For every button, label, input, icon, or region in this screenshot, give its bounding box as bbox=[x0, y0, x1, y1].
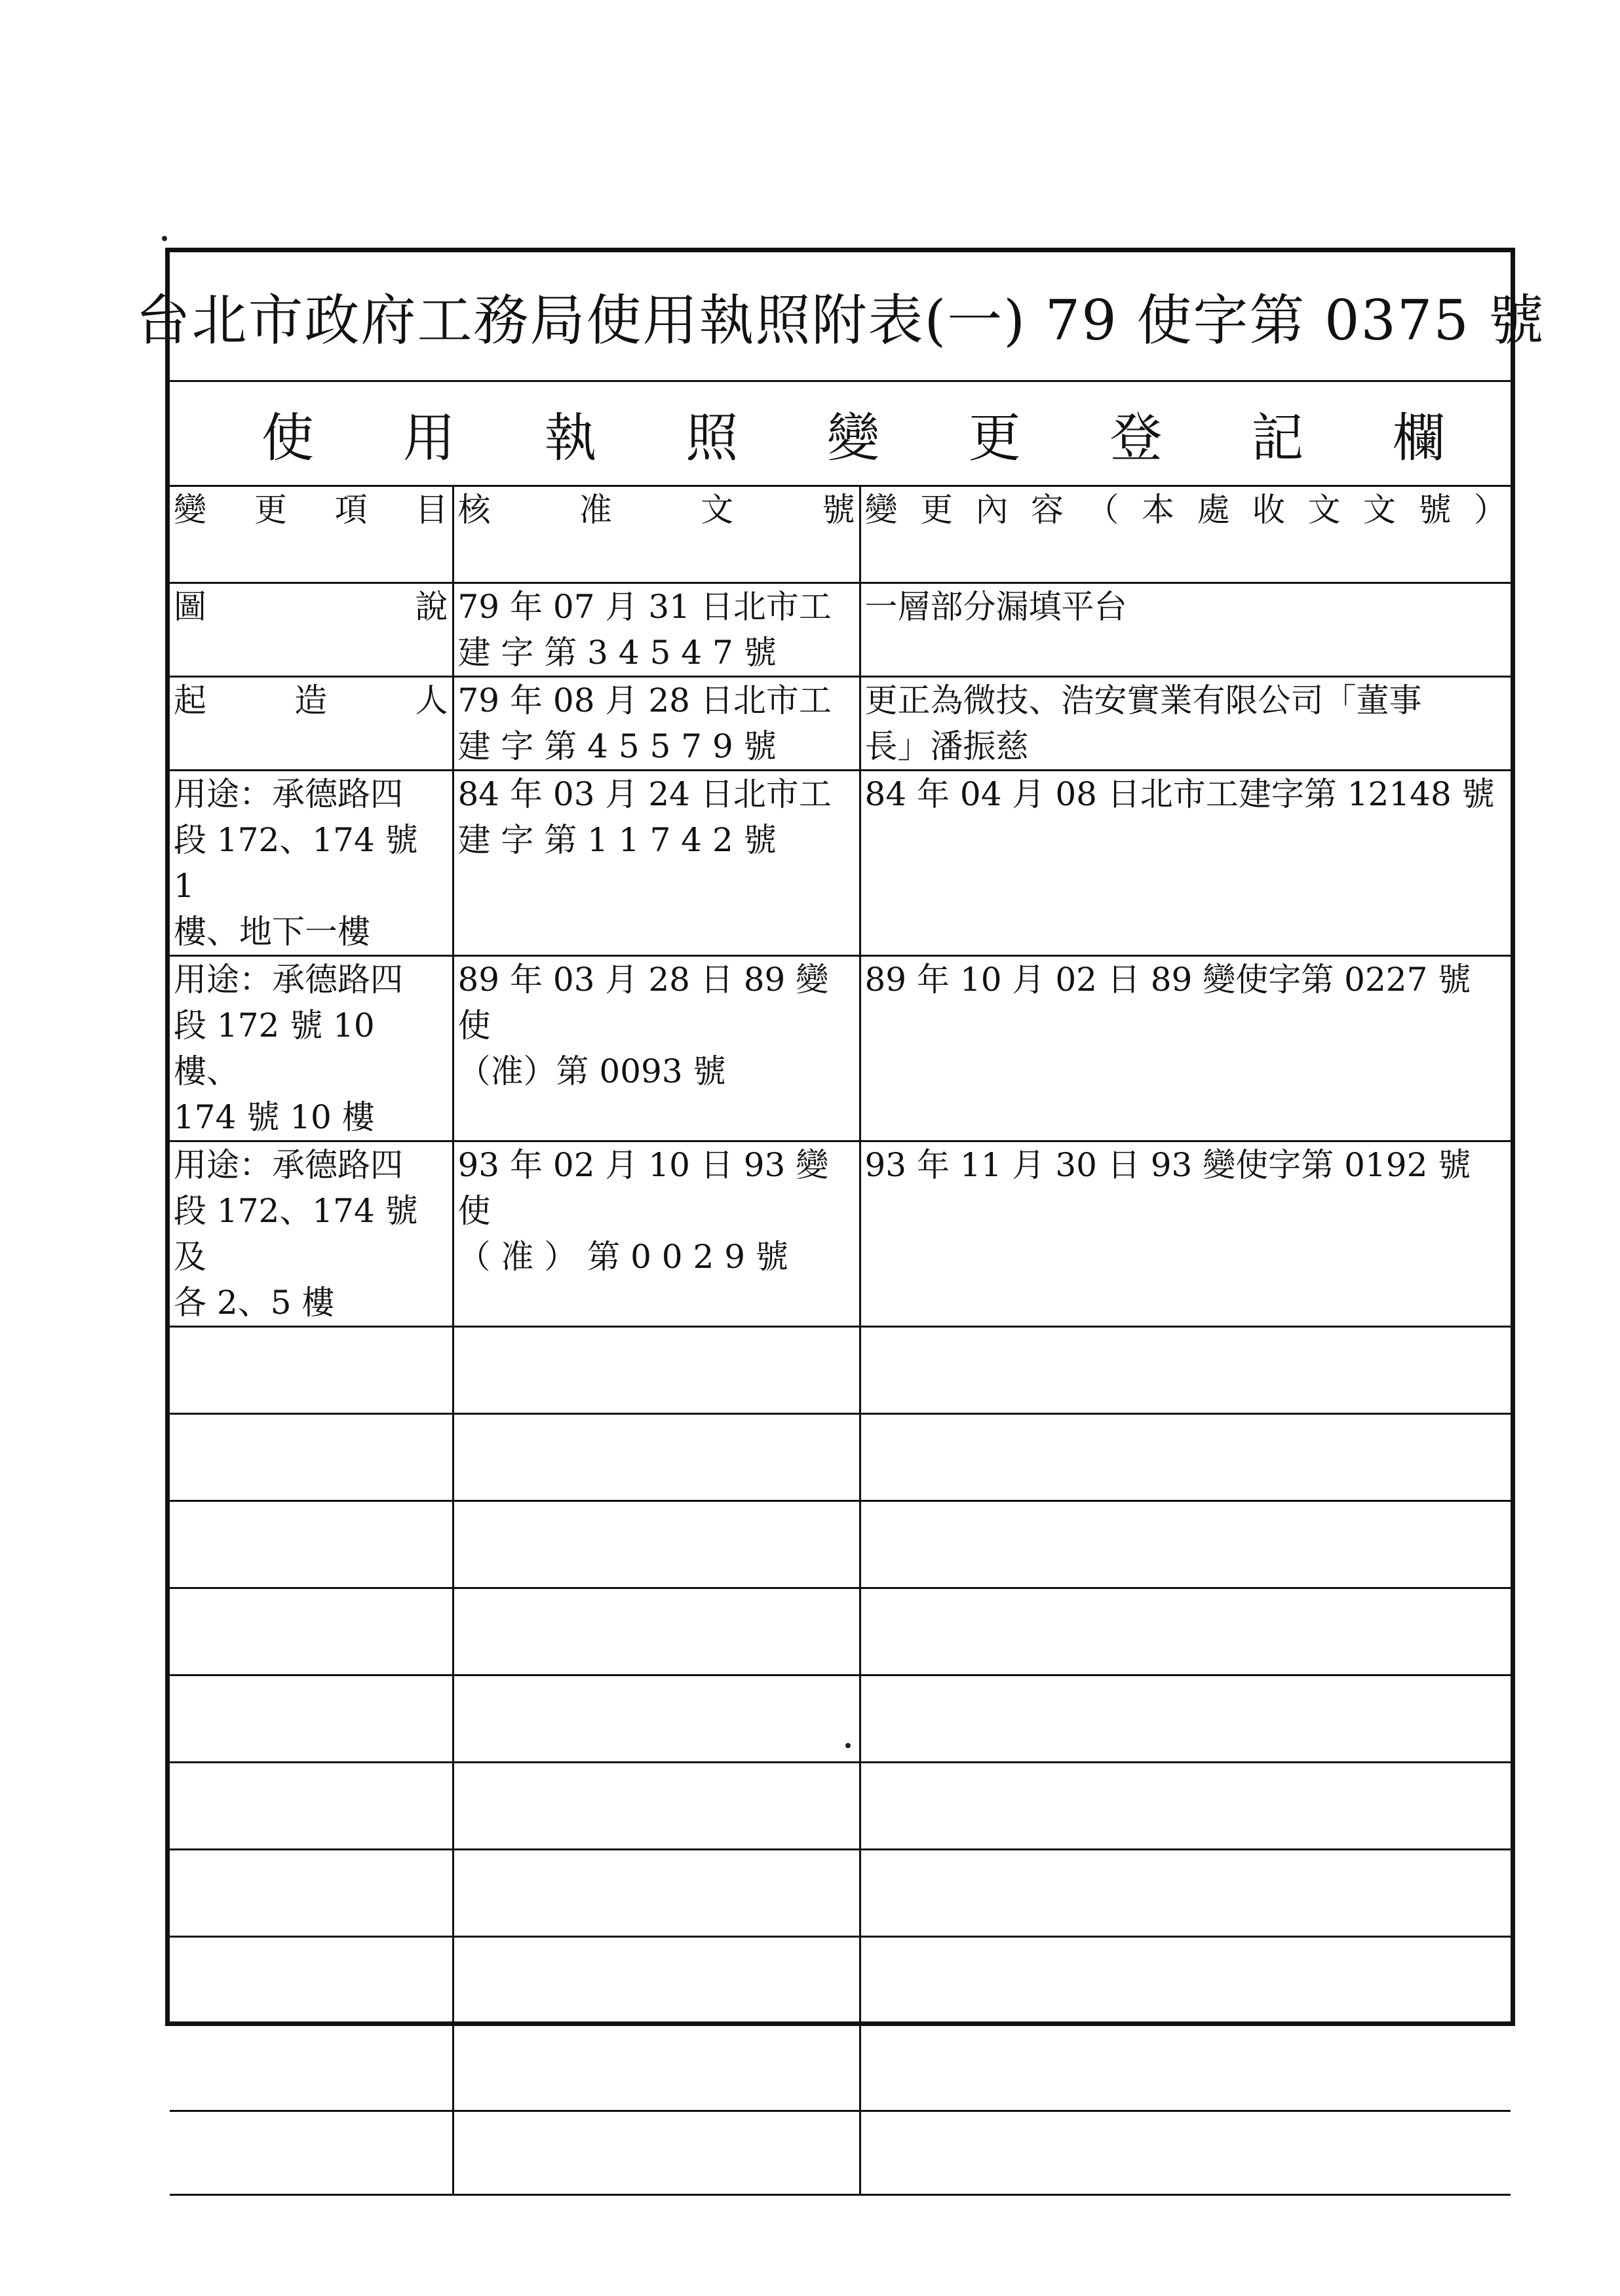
empty-cell bbox=[170, 1413, 453, 1501]
empty-row bbox=[170, 1413, 1511, 1501]
empty-row bbox=[170, 1588, 1511, 1675]
table-row bbox=[170, 1141, 1511, 1326]
empty-cell bbox=[453, 1501, 860, 1588]
empty-row bbox=[170, 2023, 1511, 2111]
row-approval-no: 84 年 03 月 24 日北市工 建 字 第 1 1 7 4 2 號 bbox=[453, 770, 860, 955]
subtitle-char: 欄 bbox=[1393, 408, 1445, 469]
table-row bbox=[170, 676, 1511, 770]
empty-cell bbox=[860, 1501, 1511, 1588]
row-approval-no: 79 年 07 月 31 日北市工 建 字 第 3 4 5 4 7 號 bbox=[453, 583, 860, 676]
empty-row bbox=[170, 1936, 1511, 2023]
header-content: 變更內容（本處收文文號） bbox=[860, 487, 1511, 583]
empty-row bbox=[170, 1501, 1511, 1588]
subtitle-char: 照 bbox=[685, 408, 739, 469]
form-subtitle-row bbox=[170, 382, 1511, 487]
row-content: 84 年 04 月 08 日北市工建字第 12148 號 bbox=[860, 770, 1511, 955]
empty-cell bbox=[170, 2111, 453, 2194]
header-approval-no: 核准文號 bbox=[453, 487, 860, 583]
row-content: 一層部分漏填平台 bbox=[860, 583, 1511, 676]
empty-cell bbox=[170, 1501, 453, 1588]
row-item: 用途：承德路四 段 172、174 號 1 樓、地下一樓 bbox=[170, 770, 453, 955]
empty-cell bbox=[170, 1849, 453, 1936]
row-content: 93 年 11 月 30 日 93 變使字第 0192 號 bbox=[860, 1141, 1511, 1326]
empty-cell bbox=[453, 2023, 860, 2111]
empty-row bbox=[170, 1675, 1511, 1762]
empty-cell bbox=[170, 1675, 453, 1762]
empty-cell bbox=[453, 1849, 860, 1936]
table-row bbox=[170, 583, 1511, 676]
empty-cell bbox=[170, 1936, 453, 2023]
empty-cell bbox=[170, 1326, 453, 1413]
subtitle-char: 用 bbox=[402, 408, 455, 469]
form-title: 台北市政府工務局使用執照附表(一) 79 使字第 0375 號 bbox=[135, 288, 1545, 353]
empty-row bbox=[170, 2111, 1511, 2194]
empty-row bbox=[170, 1326, 1511, 1413]
empty-row bbox=[170, 1762, 1511, 1849]
subtitle-char: 記 bbox=[1251, 408, 1304, 469]
empty-cell bbox=[453, 1326, 860, 1413]
table-row bbox=[170, 955, 1511, 1141]
scan-speck bbox=[162, 236, 167, 241]
empty-cell bbox=[453, 1588, 860, 1675]
empty-cell bbox=[170, 1762, 453, 1849]
subtitle-char: 使 bbox=[261, 408, 314, 469]
subtitle-char: 更 bbox=[968, 408, 1021, 469]
row-item: 起造人 bbox=[170, 676, 453, 770]
empty-cell bbox=[170, 2023, 453, 2111]
empty-cell bbox=[170, 1588, 453, 1675]
empty-cell bbox=[860, 1762, 1511, 1849]
table-header-row bbox=[170, 487, 1511, 583]
empty-cell bbox=[453, 1675, 860, 1762]
empty-cell bbox=[860, 1675, 1511, 1762]
empty-cell bbox=[453, 1762, 860, 1849]
usage-license-form bbox=[135, 248, 1545, 2026]
empty-row bbox=[170, 1849, 1511, 1936]
row-content: 89 年 10 月 02 日 89 變使字第 0227 號 bbox=[860, 955, 1511, 1141]
row-approval-no: 79 年 08 月 28 日北市工 建 字 第 4 5 5 7 9 號 bbox=[453, 676, 860, 770]
empty-cell bbox=[860, 1326, 1511, 1413]
empty-cell bbox=[860, 2023, 1511, 2111]
empty-cell bbox=[453, 1413, 860, 1501]
empty-cell bbox=[860, 1588, 1511, 1675]
form-title-row bbox=[135, 252, 1545, 382]
scan-speck bbox=[845, 1743, 851, 1748]
row-item: 用途：承德路四 段 172、174 號及 各 2、5 樓 bbox=[170, 1141, 453, 1326]
row-item: 用途：承德路四 段 172 號 10 樓、 174 號 10 樓 bbox=[170, 955, 453, 1141]
header-item: 變更項目 bbox=[170, 487, 453, 583]
row-content: 更正為微技、浩安實業有限公司「董事 長」潘振慈 bbox=[860, 676, 1511, 770]
empty-cell bbox=[860, 1936, 1511, 2023]
empty-cell bbox=[453, 2111, 860, 2194]
empty-cell bbox=[453, 1936, 860, 2023]
table-row bbox=[170, 770, 1511, 955]
row-approval-no: 89 年 03 月 28 日 89 變使 （准）第 0093 號 bbox=[453, 955, 860, 1141]
empty-cell bbox=[860, 1849, 1511, 1936]
row-approval-no: 93 年 02 月 10 日 93 變使 （ 准 ） 第 0 0 2 9 號 bbox=[453, 1141, 860, 1326]
subtitle-char: 登 bbox=[1109, 408, 1163, 469]
change-record-table bbox=[170, 487, 1511, 2196]
empty-cell bbox=[860, 1413, 1511, 1501]
subtitle-char: 執 bbox=[544, 408, 597, 469]
row-item: 圖說 bbox=[170, 583, 453, 676]
subtitle-char: 變 bbox=[827, 408, 879, 469]
empty-cell bbox=[860, 2111, 1511, 2194]
